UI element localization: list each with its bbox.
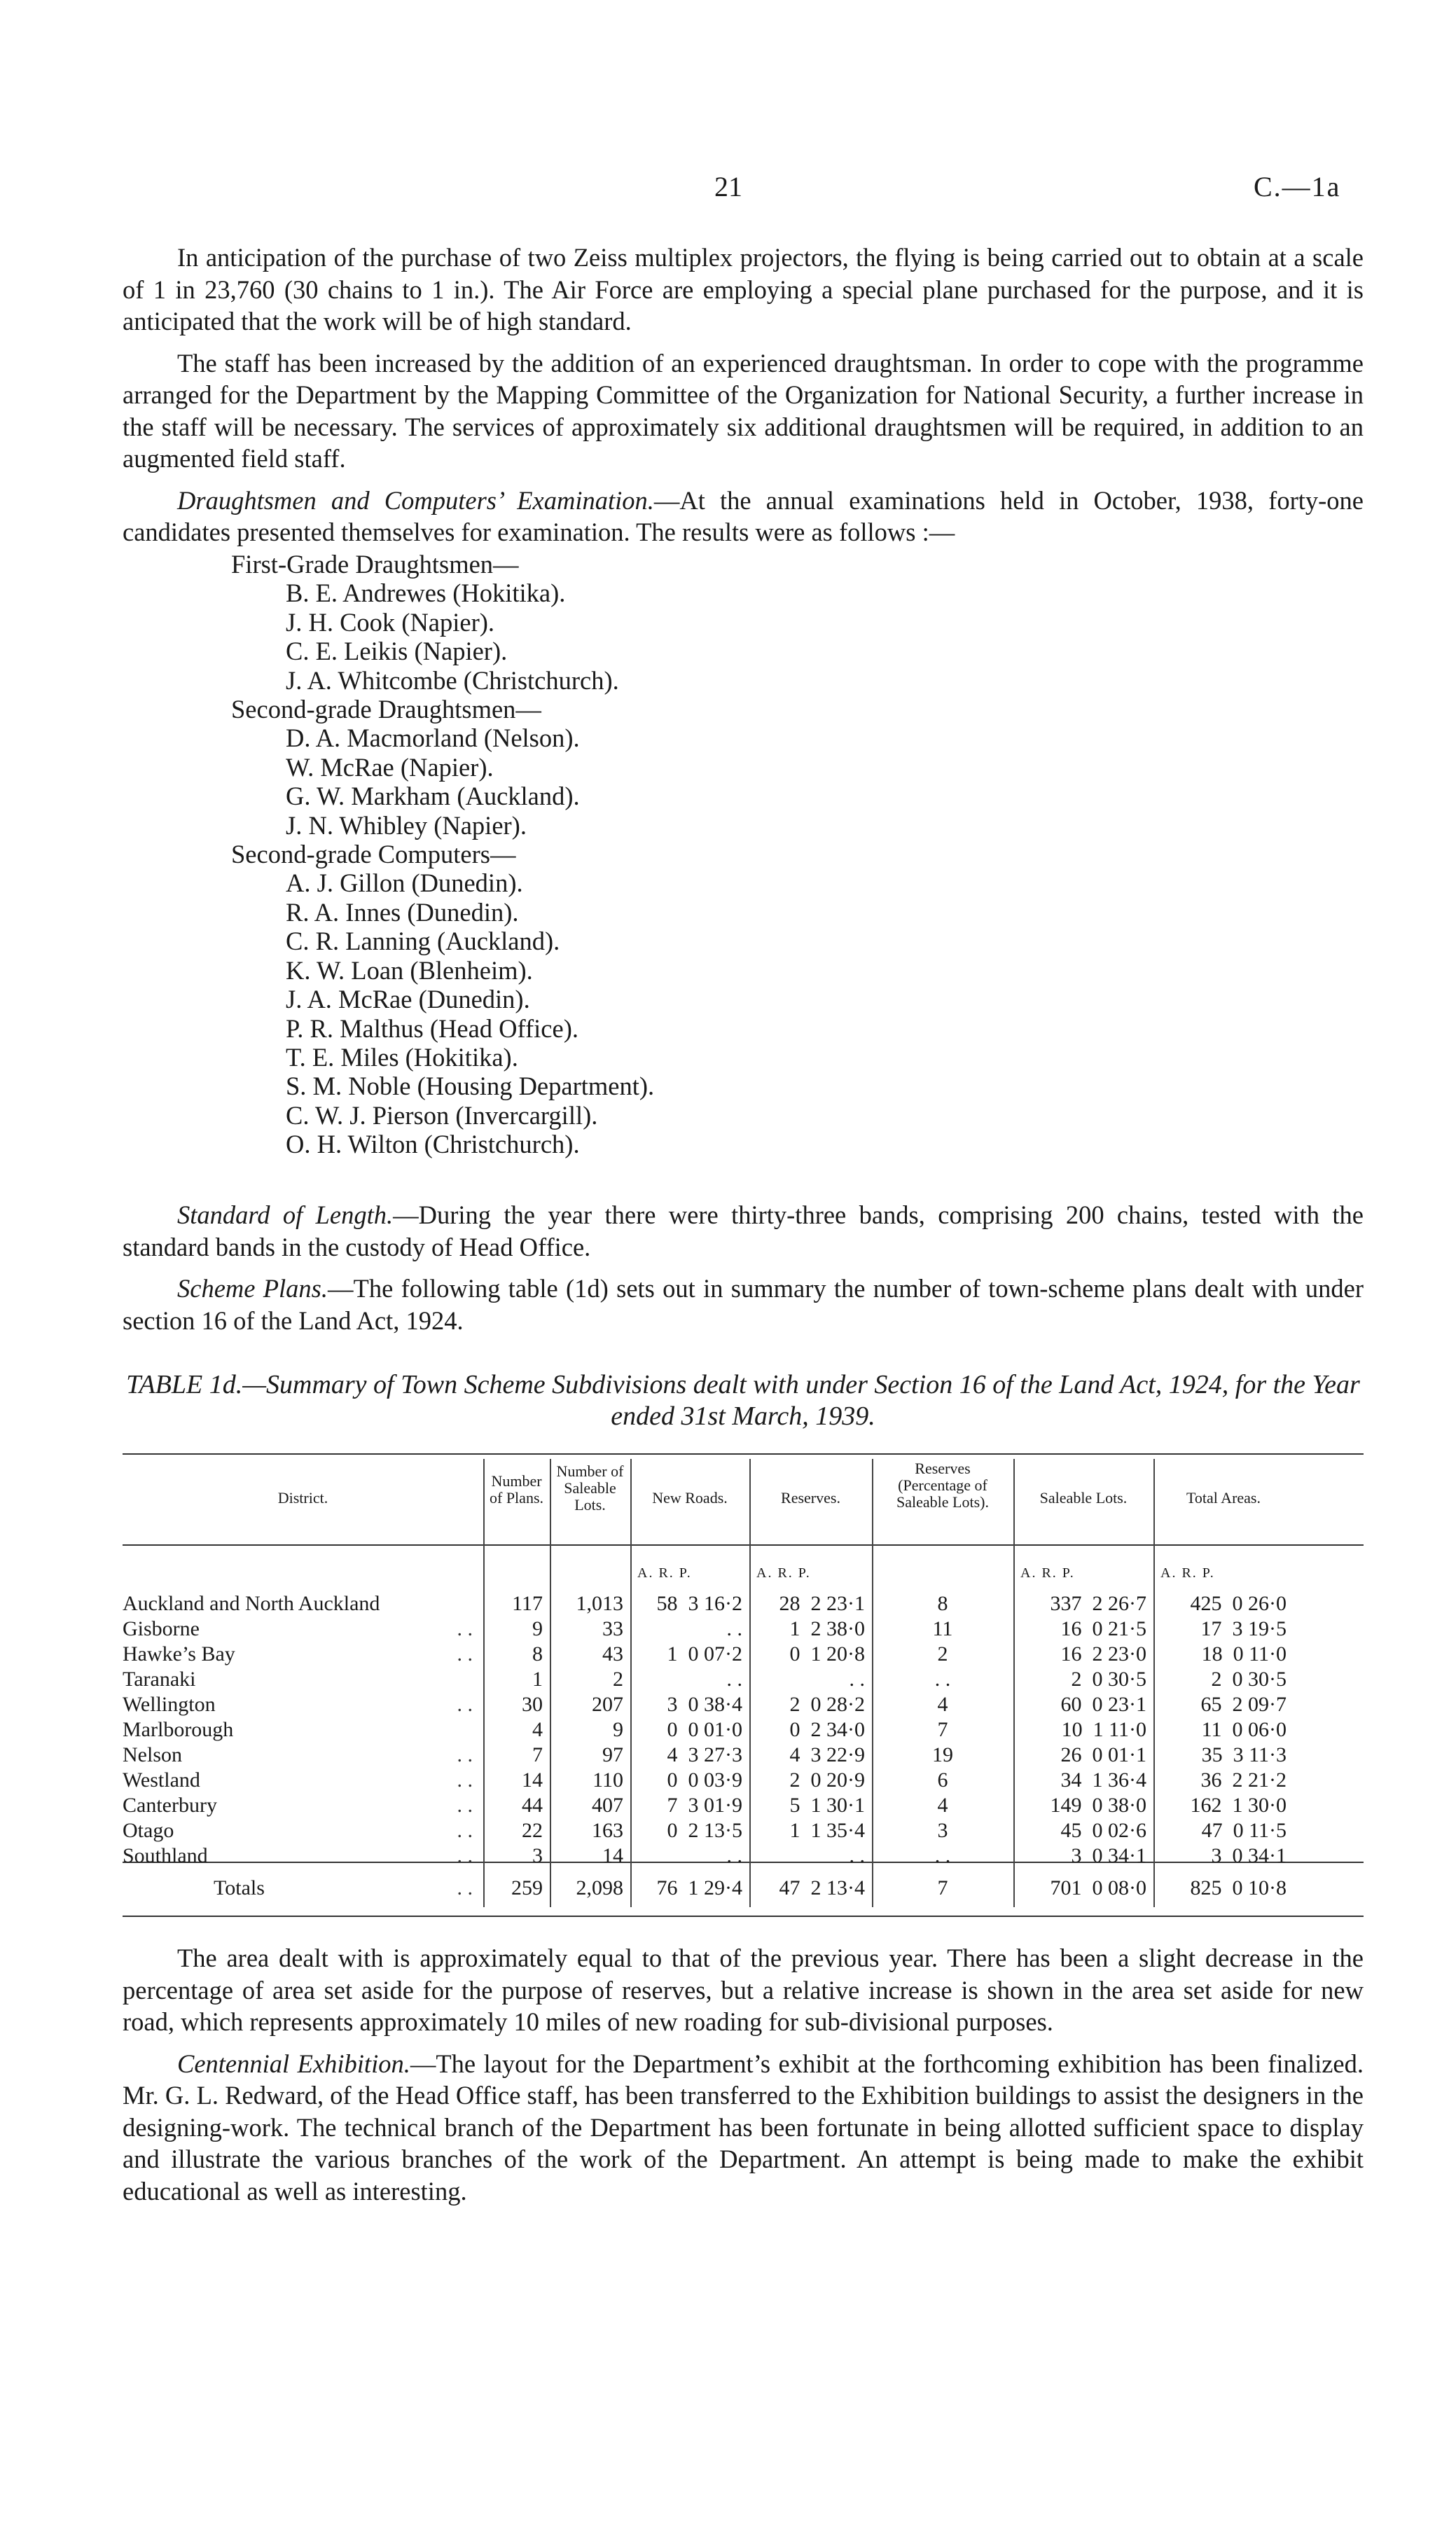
paragraph: Draughtsmen and Computers’ Examination.—At the annual examinations held in October, 1938, forty-one candidates presented themselves for examination. The results were as follows :— — [123, 485, 1364, 546]
lots-cell: 163 — [592, 1819, 623, 1842]
plans-total: 259 — [511, 1876, 543, 1899]
saleable-cell: 337 2 26·7 — [1050, 1592, 1146, 1615]
paragraph: Standard of Length.—During the year there were thirty-three bands, comprising 200 chains, tested with the standard bands in the custody of Head Office. — [123, 1200, 1364, 1261]
pct-total: 7 — [937, 1876, 948, 1899]
roads-cell: 58 3 16·2 — [656, 1592, 742, 1615]
leader-dots: . . — [457, 1617, 473, 1640]
total-cell: 35 3 11·3 — [1201, 1743, 1287, 1766]
header-plans: Number of Plans. — [490, 1472, 543, 1507]
district-cell: Wellington — [123, 1693, 216, 1716]
leader-dots: . . — [457, 1794, 473, 1817]
plans-cell: 4 — [532, 1718, 543, 1741]
list-item: B. E. Andrewes (Hokitika). — [286, 579, 566, 608]
lots-total: 2,098 — [576, 1876, 623, 1899]
roads-cell: 7 3 01·9 — [667, 1794, 742, 1817]
total-cell: 425 0 26·0 — [1190, 1592, 1287, 1615]
body-section-bottom — [123, 1942, 1364, 2217]
table-rule — [123, 1916, 1364, 1917]
plans-cell: 1 — [532, 1668, 543, 1691]
plans-cell: 44 — [522, 1794, 543, 1817]
district-cell: Taranaki — [123, 1668, 196, 1691]
unit-label: A. R. P. — [756, 1565, 811, 1581]
pct-cell: 7 — [937, 1718, 948, 1741]
lots-cell: 1,013 — [576, 1592, 623, 1615]
total-cell: 36 2 21·2 — [1200, 1768, 1287, 1792]
saleable-cell: 10 1 11·0 — [1061, 1718, 1146, 1741]
list-item: O. H. Wilton (Christchurch). — [286, 1130, 580, 1159]
saleable-cell: 16 2 23·0 — [1060, 1642, 1146, 1666]
list-group-title: First-Grade Draughtsmen— — [231, 550, 519, 579]
plans-cell: 8 — [532, 1642, 543, 1666]
exam-results-list — [231, 550, 654, 1159]
plans-cell: 3 — [532, 1844, 543, 1867]
list-group-title: Second-grade Draughtsmen— — [231, 695, 541, 724]
plans-cell: 9 — [532, 1617, 543, 1640]
list-item: A. J. Gillon (Dunedin). — [286, 868, 523, 898]
roads-cell: . . — [726, 1668, 742, 1691]
header-saleable: Saleable Lots. — [1039, 1489, 1128, 1507]
list-item: G. W. Markham (Auckland). — [286, 782, 580, 811]
town-scheme-table — [123, 1453, 1364, 1916]
total-cell: 17 3 19·5 — [1200, 1617, 1287, 1640]
list-item: C. W. J. Pierson (Invercargill). — [286, 1100, 598, 1130]
reserves-total: 47 2 13·4 — [779, 1876, 865, 1899]
saleable-cell: 45 0 02·6 — [1060, 1819, 1146, 1842]
total-cell: 18 0 11·0 — [1201, 1642, 1287, 1666]
lots-cell: 110 — [592, 1768, 623, 1792]
total-cell: 65 2 09·7 — [1200, 1693, 1287, 1716]
total-cell: 2 0 30·5 — [1211, 1668, 1287, 1691]
pct-cell: 4 — [937, 1693, 948, 1716]
paragraph: The staff has been increased by the addition of an experienced draughtsman. In order to cope with the programme arranged for the Department by the Mapping Committee of the Organization for National Security, a further increase in the staff will be necessary. The services of approximately six additional draughtsmen will be required, in addition to an augmented field staff. — [123, 348, 1364, 473]
reserves-cell: . . — [849, 1844, 865, 1867]
list-item: K. W. Loan (Blenheim). — [286, 955, 533, 985]
roads-cell: . . — [726, 1617, 742, 1640]
unit-label: A. R. P. — [1020, 1565, 1075, 1581]
pct-cell: 6 — [937, 1768, 948, 1792]
header-reserves-pct: Reserves (Percentage of Saleable Lots). — [896, 1460, 989, 1511]
district-cell: Otago — [123, 1819, 174, 1842]
saleable-total: 701 0 08·0 — [1050, 1876, 1146, 1899]
roads-cell: 4 3 27·3 — [667, 1743, 742, 1766]
unit-label: A. R. P. — [1160, 1565, 1215, 1581]
reserves-cell: . . — [849, 1668, 865, 1691]
list-item: W. McRae (Napier). — [286, 752, 494, 782]
leader-dots: . . — [457, 1819, 473, 1842]
paragraph: The area dealt with is approximately equal to that of the previous year. There has been a slight decrease in the percentage of area set aside for the purpose of reserves, but a relative increase is shown in the area set aside for new road, which represents approximately 10 miles of new roading for sub-divisional purposes. — [123, 1944, 1364, 2036]
leader-dots: . . — [457, 1844, 473, 1867]
list-item: R. A. Innes (Dunedin). — [286, 897, 519, 927]
body-section-top — [123, 242, 1364, 558]
reserves-cell: 5 1 30·1 — [789, 1794, 865, 1817]
table-rule — [123, 1453, 1364, 1455]
reserves-cell: 0 2 34·0 — [789, 1718, 865, 1741]
totals-label: Totals — [214, 1876, 265, 1899]
reserves-cell: 0 1 20·8 — [789, 1642, 865, 1666]
district-cell: Gisborne — [123, 1617, 200, 1640]
paragraph: In anticipation of the purchase of two Zeiss multiplex projectors, the flying is being carried out to obtain at a scale of 1 in 23,760 (30 chains to 1 in.). The Air Force are employing a special plane purchased for the purpose, and it is anticipated that the work will be of high standard. — [123, 243, 1364, 335]
leader-dots: . . — [457, 1876, 473, 1899]
district-cell: Nelson — [123, 1743, 182, 1766]
lots-cell: 14 — [602, 1844, 623, 1867]
table-rule — [123, 1544, 1364, 1546]
saleable-cell: 2 0 30·5 — [1071, 1668, 1146, 1691]
pct-cell: 8 — [937, 1592, 948, 1615]
list-item: T. E. Miles (Hokitika). — [286, 1042, 518, 1072]
pct-cell: . . — [934, 1844, 951, 1867]
header-total: Total Areas. — [1186, 1489, 1261, 1507]
paragraph-lead: Standard of Length. — [177, 1200, 394, 1229]
roads-cell: 3 0 38·4 — [667, 1693, 742, 1716]
total-total: 825 0 10·8 — [1190, 1876, 1287, 1899]
list-item: D. A. Macmorland (Nelson). — [286, 723, 580, 753]
lots-cell: 33 — [602, 1617, 623, 1640]
reserves-cell: 1 2 38·0 — [789, 1617, 865, 1640]
total-cell: 162 1 30·0 — [1190, 1794, 1287, 1817]
lots-cell: 9 — [613, 1718, 623, 1741]
plans-cell: 30 — [522, 1693, 543, 1716]
roads-cell: 0 0 03·9 — [667, 1768, 742, 1792]
saleable-cell: 16 0 21·5 — [1060, 1617, 1146, 1640]
pct-cell: 3 — [937, 1819, 948, 1842]
total-cell: 3 0 34·1 — [1211, 1844, 1287, 1867]
roads-cell: 0 2 13·5 — [667, 1819, 742, 1842]
saleable-cell: 26 0 01·1 — [1060, 1743, 1146, 1766]
lots-cell: 97 — [602, 1743, 623, 1766]
page-number: 21 — [714, 171, 742, 202]
list-group-title: Second-grade Computers— — [231, 840, 516, 869]
reserves-cell: 2 0 28·2 — [789, 1693, 865, 1716]
pct-cell: 11 — [932, 1617, 953, 1640]
saleable-cell: 34 1 36·4 — [1060, 1768, 1146, 1792]
pct-cell: . . — [934, 1668, 951, 1691]
list-item: C. R. Lanning (Auckland). — [286, 927, 560, 956]
body-section-middle — [123, 1199, 1364, 1346]
paragraph-lead: Scheme Plans. — [177, 1274, 328, 1303]
series-code: C.—1a — [1254, 171, 1341, 202]
unit-label: A. R. P. — [637, 1565, 692, 1581]
reserves-cell: 28 2 23·1 — [779, 1592, 865, 1615]
roads-cell: 0 0 01·0 — [667, 1718, 742, 1741]
list-item: J. N. Whibley (Napier). — [286, 810, 527, 840]
saleable-cell: 60 0 23·1 — [1060, 1693, 1146, 1716]
roads-cell: 1 0 07·2 — [667, 1642, 742, 1666]
lots-cell: 43 — [602, 1642, 623, 1666]
header-roads: New Roads. — [652, 1489, 728, 1507]
leader-dots: . . — [457, 1642, 473, 1666]
plans-cell: 22 — [522, 1819, 543, 1842]
lots-cell: 207 — [592, 1693, 623, 1716]
roads-cell: . . — [726, 1844, 742, 1867]
lots-cell: 2 — [613, 1668, 623, 1691]
leader-dots: . . — [457, 1693, 473, 1716]
header-reserves: Reserves. — [781, 1489, 840, 1507]
reserves-cell: 4 3 22·9 — [789, 1743, 865, 1766]
district-cell: Hawke’s Bay — [123, 1642, 235, 1666]
list-item: J. A. Whitcombe (Christchurch). — [286, 665, 619, 695]
plans-cell: 14 — [522, 1768, 543, 1792]
pct-cell: 2 — [937, 1642, 948, 1666]
pct-cell: 4 — [937, 1794, 948, 1817]
paragraph-lead: Centennial Exhibition. — [177, 2049, 410, 2078]
leader-dots: . . — [457, 1768, 473, 1792]
list-item: J. A. McRae (Dunedin). — [286, 985, 530, 1014]
paragraph: Scheme Plans.—The following table (1d) sets out in summary the number of town-scheme plans dealt with under section 16 of the Land Act, 1924. — [123, 1274, 1364, 1335]
district-cell: Westland — [123, 1768, 200, 1792]
list-item: P. R. Malthus (Head Office). — [286, 1013, 578, 1043]
reserves-cell: 1 1 35·4 — [789, 1819, 865, 1842]
list-item: J. H. Cook (Napier). — [286, 607, 495, 637]
pct-cell: 19 — [932, 1743, 953, 1766]
district-cell: Canterbury — [123, 1794, 217, 1817]
district-cell: Auckland and North Auckland — [123, 1592, 380, 1615]
total-cell: 11 0 06·0 — [1201, 1718, 1287, 1741]
table-caption: TABLE 1d.—Summary of Town Scheme Subdivisions dealt with under Section 16 of the Land Act, 1924, for the Year ended 31st March, 1939. — [126, 1370, 1360, 1431]
saleable-cell: 3 0 34·1 — [1071, 1844, 1146, 1867]
list-item: C. E. Leikis (Napier). — [286, 637, 508, 666]
saleable-cell: 149 0 38·0 — [1050, 1794, 1146, 1817]
district-cell: Southland — [123, 1844, 208, 1867]
roads-total: 76 1 29·4 — [656, 1876, 742, 1899]
header-lots: Number of Saleable Lots. — [556, 1462, 624, 1514]
paragraph: Centennial Exhibition.—The layout for the Department’s exhibit at the forthcoming exhibition has been finalized. Mr. G. L. Redward, of the Head Office staff, has been transferred to the Exhibition buildings to assist the designers in the designing-work. The technical branch of the Department has been fortunate in being allotted sufficient space to display and illustrate the various branches of the work of the Department. An attempt is being made to make the exhibit educational as well as interesting. — [123, 2049, 1364, 2206]
leader-dots: . . — [457, 1743, 473, 1766]
reserves-cell: 2 0 20·9 — [789, 1768, 865, 1792]
header-district: District. — [277, 1489, 328, 1507]
lots-cell: 407 — [592, 1794, 623, 1817]
plans-cell: 117 — [512, 1592, 543, 1615]
list-item: S. M. Noble (Housing Department). — [286, 1072, 655, 1101]
district-cell: Marlborough — [123, 1718, 234, 1741]
plans-cell: 7 — [532, 1743, 543, 1766]
total-cell: 47 0 11·5 — [1201, 1819, 1287, 1842]
paragraph-lead: Draughtsmen and Computers’ Examination. — [177, 485, 654, 515]
